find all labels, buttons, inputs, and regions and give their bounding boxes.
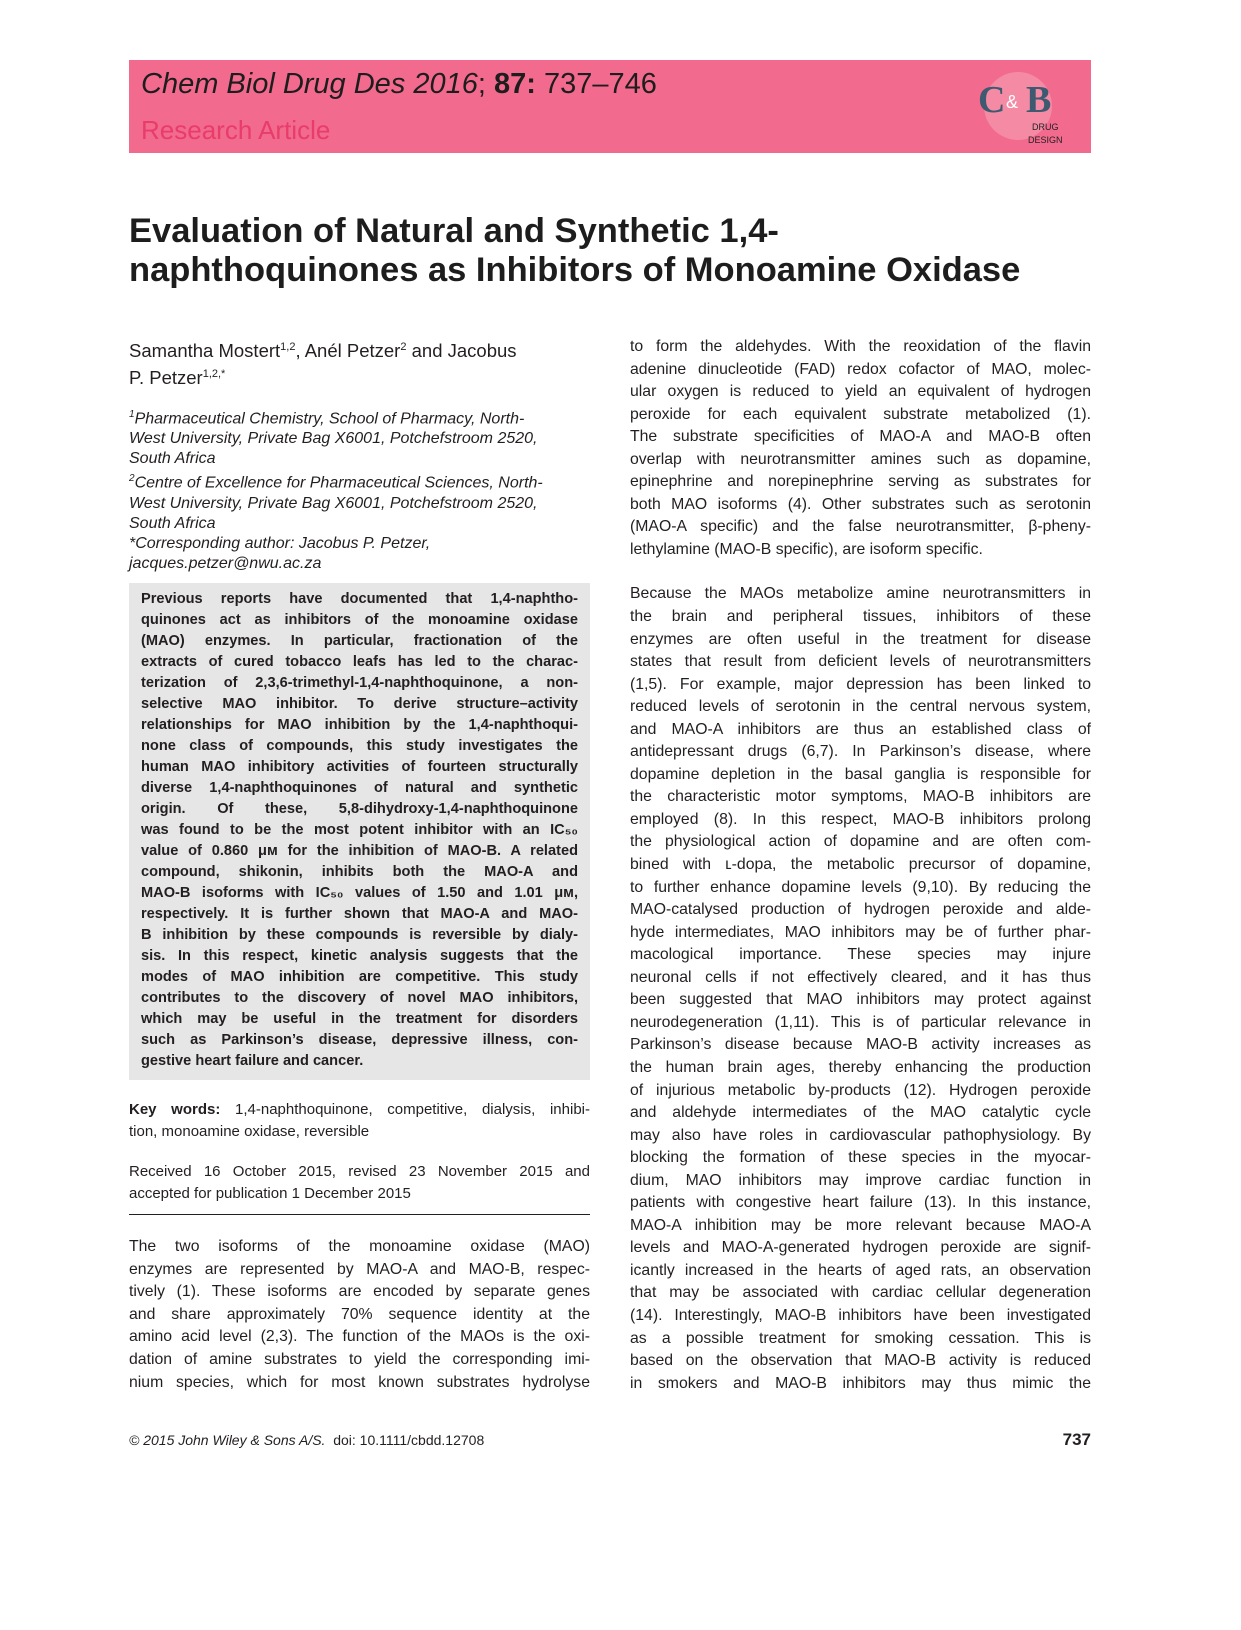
body-column-right [630,336,1091,1417]
text-line: peroxide for each equivalent substrate metabolized (1). [630,405,1091,423]
text-line: MAO-B isoforms with IC₅₀ values of 1.50 and 1.01 μᴍ, [141,885,578,901]
text-line: the physiological action of dopamine and are often com- [630,833,1091,851]
text-line: levels and MAO-A-generated hydrogen peroxide are signif- [630,1239,1091,1257]
text-line: both MAO isoforms (4). Other substrates such as serotonin [630,495,1091,513]
text-line: respectively. It is further shown that MAO-A and MAO- [141,906,578,922]
author: Samantha Mostert [129,340,281,362]
text-line: Parkinson’s disease because MAO-B activity increases as [630,1036,1091,1054]
text-line: employed (8). In this respect, MAO-B inhibitors prolong [630,810,1091,828]
doi: doi: 10.1111/cbdd.12708 [325,1432,485,1448]
text-line: MAO-catalysed production of hydrogen peroxide and alde- [630,901,1091,919]
text-line: hyde intermediates, MAO inhibitors may be of further phar- [630,923,1091,941]
keywords [129,1099,590,1143]
body-column-left [129,1236,590,1416]
author: and Jacobus [406,340,517,362]
keywords-text: 1,4-naphthoquinone, competitive, dialysis, inhibi- [220,1101,590,1118]
keywords-text: tion, monoamine oxidase, reversible [129,1123,370,1140]
text-line: such as Parkinson’s disease, depressive illness, con- [141,1032,578,1048]
journal-pages: 737–746 [535,68,657,100]
text-line: enzymes are represented by MAO-A and MAO-B, respec- [129,1260,590,1278]
text-line: neurodegeneration (1,11). This is of particular relevance in [630,1013,1091,1031]
text-line: the human brain ages, thereby enhancing the production [630,1058,1091,1076]
affil-sup: 1 [129,409,135,420]
text-line: Because the MAOs metabolize amine neurotransmitters in [630,585,1091,603]
text-line: and MAO-A inhibitors are thus an established class of [630,720,1091,738]
text-line: may also have roles in cardiovascular pathophysiology. By [630,1126,1091,1144]
divider [129,1214,590,1215]
title-line: naphthoquinones as Inhibitors of Monoamine Oxidase [129,251,1021,289]
journal-banner [129,60,1091,153]
text-line: B inhibition by these compounds is reversible by dialy- [141,927,578,943]
text-line: to further enhance dopamine levels (9,10). By reducing the [630,878,1091,896]
text-line: adenine dinucleotide (FAD) redox cofactor of MAO, molec- [630,360,1091,378]
affil-sup: 2 [129,473,135,485]
text-line: human MAO inhibitory activities of fourteen structurally [141,759,578,775]
author: P. Petzer [129,366,203,388]
text-line: extracts of cured tobacco leafs has led to the charac- [141,654,578,670]
text-line: neuronal cells if not effectively cleared, and it has thus [630,968,1091,986]
svg-text:DRUG: DRUG [1032,122,1059,132]
text-line: tively (1). These isoforms are encoded by separate genes [129,1283,590,1301]
text-line: reduced levels of serotonin in the central nervous system, [630,698,1091,716]
text-line: dopamine depletion in the basal ganglia is responsible for [630,765,1091,783]
text-line: blocking the formation of these species in the myocar- [630,1149,1091,1167]
text-line: states that result from deficient levels of neurotransmitters [630,653,1091,671]
separator: ; [477,68,495,100]
text-line: icantly increased in the hearts of aged rats, an observation [630,1261,1091,1279]
author-affil-sup: 1,2 [280,341,296,353]
affiliation-line: West University, Private Bag X6001, Potchefstroom 2520, [129,494,538,512]
text-line: selective MAO inhibitor. To derive structure–activity [141,696,578,712]
corresponding-email[interactable]: jacques.petzer@nwu.ac.za [129,554,322,572]
text-line: origin. Of these, 5,8-dihydroxy-1,4-naphthoquinone [141,801,578,817]
affiliation-line: Centre of Excellence for Pharmaceutical Sciences, North- [134,474,543,492]
text-line: (1,5). For example, major depression has been linked to [630,675,1091,693]
svg-text:&: & [1006,92,1019,112]
journal-citation [141,68,657,101]
text-line: quinones act as inhibitors of the monoamine oxidase [141,612,578,628]
text-line: The substrate specificities of MAO-A and MAO-B often [630,428,1091,446]
text-line: overlap with neurotransmitter amines such as dopamine, [630,450,1091,468]
text-line: enzymes are often useful in the treatment for disease [630,630,1091,648]
text-line: MAO-A inhibition may be more relevant because MAO-A [630,1216,1091,1234]
svg-text:DESIGN: DESIGN [1028,135,1063,145]
text-line: (14). Interestingly, MAO-B inhibitors have been investigated [630,1306,1091,1324]
text-line: dation of amine substrates to yield the corresponding imi- [129,1350,590,1368]
copyright: © 2015 John Wiley & Sons A/S. [129,1432,326,1448]
text-line: was found to be the most potent inhibitor with an IC₅₀ [141,822,578,838]
received-line: Received 16 October 2015, revised 23 November 2015 and [129,1163,590,1180]
paragraph [630,583,1091,1395]
abstract-text [141,589,578,1072]
journal-volume: 87: [494,68,536,100]
text-line: based on the observation that MAO-B activity is reduced [630,1352,1091,1370]
svg-text:C: C [978,79,1006,121]
affiliation-line: Pharmaceutical Chemistry, School of Pharmacy, North- [134,410,525,428]
paragraph [630,336,1091,561]
corresponding-author: *Corresponding author: Jacobus P. Petzer, [129,534,431,552]
author-affil-sup: 1,2,* [202,367,226,380]
text-line: modes of MAO inhibition are competitive. This study [141,969,578,985]
text-line: The two isoforms of the monoamine oxidase (MAO) [129,1238,590,1255]
affiliation-line: West University, Private Bag X6001, Potchefstroom 2520, [129,430,538,448]
text-line: (MAO-A specific) and the false neurotransmitter, β-pheny- [630,518,1091,536]
text-line: ular oxygen is reduced to yield an equivalent of hydrogen [630,383,1091,401]
text-line: gestive heart failure and cancer. [141,1053,364,1069]
text-line: as a possible treatment for smoking cessation. This is [630,1329,1091,1347]
text-line: relationships for MAO inhibition by the 1,4-naphthoqui- [141,717,578,733]
text-line: Previous reports have documented that 1,4-naphtho- [141,591,578,607]
author-affil-sup: 2 [400,341,407,353]
text-line: macological importance. These species may injure [630,946,1091,964]
abstract-box [129,583,590,1080]
text-line: value of 0.860 μᴍ for the inhibition of MAO-B. A related [141,843,578,859]
text-line: compound, shikonin, inhibits both the MAO-A and [141,864,578,880]
text-line: of injurious metabolic by-products (12). Hydrogen peroxide [630,1081,1091,1099]
text-line: (MAO) enzymes. In particular, fractionation of the [141,633,578,649]
text-line: in smokers and MAO-B inhibitors may thus mimic the [630,1374,1091,1392]
text-line: and aldehyde intermediates of the MAO catalytic cycle [630,1104,1091,1122]
text-line: terization of 2,3,6-trimethyl-1,4-naphthoquinone, a non- [141,675,578,691]
text-line: diverse 1,4-naphthoquinones of natural and synthetic [141,780,578,796]
text-line: contributes to the discovery of novel MAO inhibitors, [141,990,578,1006]
author-list [129,336,599,389]
text-line: sis. In this respect, kinetic analysis suggests that the [141,948,578,964]
text-line: to form the aldehydes. With the reoxidation of the flavin [630,338,1091,355]
author: , Anél Petzer [295,340,401,362]
article-title [129,212,1020,290]
received-line: accepted for publication 1 December 2015 [129,1185,411,1202]
text-line: been suggested that MAO inhibitors may protect against [630,991,1091,1009]
text-line: bined with ʟ-dopa, the metabolic precursor of dopamine, [630,856,1091,874]
text-line: and share approximately 70% sequence identity at the [129,1305,590,1323]
text-line: amino acid level (2,3). The function of the MAOs is the oxi- [129,1328,590,1346]
text-line: dium, MAO inhibitors may improve cardiac function in [630,1171,1091,1189]
text-line: the characteristic motor symptoms, MAO-B inhibitors are [630,788,1091,806]
affiliations [129,405,599,574]
page-number: 737 [1062,1430,1091,1449]
text-line: the brain and peripheral tissues, inhibitors of these [630,608,1091,626]
affiliation-line: South Africa [129,514,216,532]
affiliation-line: South Africa [129,450,216,468]
paragraph [129,1236,590,1394]
keywords-label: Key words: [129,1101,221,1118]
text-line: patients with congestive heart failure (13). In this instance, [630,1194,1091,1212]
journal-name: Chem Biol Drug Des 2016 [141,68,478,100]
text-line: that may be associated with cardiac cellular degeneration [630,1284,1091,1302]
text-line: which may be useful in the treatment for disorders [141,1011,578,1027]
text-line: epinephrine and norepinephrine serving as substrates for [630,473,1091,491]
text-line: none class of compounds, this study investigates the [141,738,578,754]
text-line: lethylamine (MAO-B specific), are isoform specific. [630,540,983,558]
title-line: Evaluation of Natural and Synthetic 1,4- [129,212,779,250]
text-line: antidepressant drugs (6,7). In Parkinson’s disease, where [630,743,1091,761]
text-line: nium species, which for most known substrates hydrolyse [129,1373,590,1391]
article-type: Research Article [141,115,331,145]
svg-text:B: B [1026,79,1052,121]
received-dates [129,1161,590,1205]
journal-logo [976,68,1071,148]
